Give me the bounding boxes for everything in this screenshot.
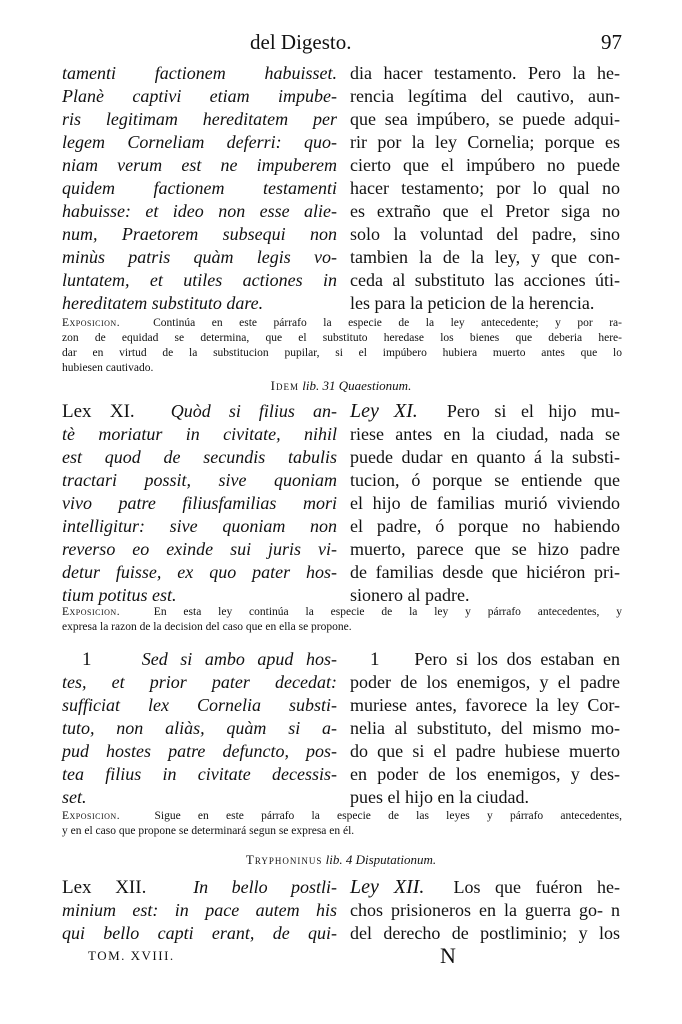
spanish-line: pues el hijo en la ciudad.: [350, 787, 529, 807]
spanish-line: de familias desde que hiciéron pri-: [350, 562, 620, 582]
exposicion-line: expresa la razon de la decision del caso que en ella se propone.: [62, 621, 352, 633]
source-reference: lib. 31 Quaestionum.: [302, 378, 412, 393]
exposicion-line: dar en virtud de la substitucion pupilar, si el impúbero hubiera muerto antes que lo: [62, 347, 622, 359]
spanish-line: les para la peticion de la herencia.: [350, 293, 595, 313]
latin-line: tamenti factionem habuisset.: [62, 63, 337, 83]
spanish-line: rencia legítima del cautivo, aun-: [350, 86, 620, 106]
spanish-line: nelia al substituto, del mismo mo-: [350, 718, 620, 738]
spanish-text: Pero si el hijo mu-: [446, 401, 620, 421]
spanish-line: cierto que el impúbero no puede: [350, 155, 620, 175]
latin-column-2: [62, 400, 337, 607]
latin-line: tractari possit, sive quoniam: [62, 470, 337, 490]
latin-line: quidem factionem testamenti: [62, 178, 337, 198]
exposicion-line: zon de equidad se determina, que el substituto heredase los bienes que deberia here-: [62, 332, 622, 344]
source-citation-2: [0, 852, 682, 868]
exposicion-text: En esta ley continúa la especie de la ley y párrafo antecedentes, y: [153, 606, 622, 618]
exposicion-line: y en el caso que propone se determinará segun se expresa en él.: [62, 825, 355, 837]
source-reference: lib. 4 Disputationum.: [325, 852, 437, 867]
exposicion-line: [62, 316, 622, 331]
latin-line: habuisse: et ideo non esse alie-: [62, 201, 337, 221]
spanish-line: puede dudar en quanto á la substi-: [350, 447, 620, 467]
latin-column-1: [62, 62, 337, 315]
latin-line: reverso eo exinde sui juris vi-: [62, 539, 337, 559]
volume-footer: TOM. XVIII.: [88, 948, 175, 963]
spanish-line: es extraño que el Pretor siga no: [350, 201, 620, 221]
latin-line: minùs patris quàm legis vo-: [62, 247, 337, 267]
latin-column-4: [62, 876, 337, 945]
latin-column-3: [62, 648, 337, 809]
latin-line: sufficiat lex Cornelia substi-: [62, 695, 337, 715]
spanish-line: rir por la ley Cornelia; porque es: [350, 132, 620, 152]
spanish-text: Pero si los dos estaban en: [414, 649, 620, 669]
latin-line: tea filius in civitate decessis-: [62, 764, 337, 784]
signature-mark: N: [440, 943, 456, 968]
latin-line: hereditatem substituto dare.: [62, 293, 264, 313]
latin-line: luntatem, et utiles actiones in: [62, 270, 337, 290]
spanish-text: Los que fuéron he-: [453, 877, 620, 897]
running-title: del Digesto.: [250, 30, 352, 54]
exposicion-note-1: [62, 316, 622, 376]
running-header: [60, 30, 622, 60]
spanish-column-4: [350, 876, 620, 945]
latin-line: set.: [62, 787, 87, 807]
source-citation-1: [0, 378, 682, 394]
latin-line: [62, 400, 337, 423]
exposicion-label: Exposicion.: [62, 810, 121, 822]
paragraph-number-spanish: 1: [370, 649, 380, 670]
latin-line: niam verum est ne impuberem: [62, 155, 337, 175]
latin-line: minium est: in pace autem his: [62, 900, 337, 920]
exposicion-note-3: [62, 809, 622, 839]
spanish-line: ceda al substituto las acciones úti-: [350, 270, 620, 290]
spanish-line: solo la voluntad del padre, sino: [350, 224, 620, 244]
latin-text: Sed si ambo apud hos-: [141, 649, 337, 669]
spanish-line: poder de los enemigos, y el padre: [350, 672, 620, 692]
latin-line: [62, 876, 337, 899]
latin-line: vivo patre filiusfamilias mori: [62, 493, 337, 513]
latin-line: est quod de secundis tabulis: [62, 447, 337, 467]
spanish-column-3: [350, 648, 620, 809]
spanish-line: sionero al padre.: [350, 585, 470, 605]
latin-line: Planè captivi etiam impube-: [62, 86, 337, 106]
spanish-line: muriese antes, favorece la ley Cor-: [350, 695, 620, 715]
latin-text: Quòd si filius an-: [170, 401, 338, 421]
spanish-line: riese antes en la ciudad, nada se: [350, 424, 620, 444]
latin-text: In bello postli-: [193, 877, 338, 897]
spanish-column-1: [350, 62, 620, 315]
law-number-latin: Lex XI.: [62, 401, 135, 422]
exposicion-text: Sigue en este párrafo la especie de las leyes y párrafo antecedentes,: [154, 810, 622, 822]
spanish-column-2: [350, 400, 620, 607]
latin-line: intelligitur: sive quoniam non: [62, 516, 337, 536]
latin-line: ris legitimam hereditatem per: [62, 109, 337, 129]
law-number-spanish: Ley XI.: [350, 400, 418, 422]
exposicion-text: Continúa en este párrafo la especie de la ley antecedente; y por ra-: [153, 317, 622, 329]
exposicion-line: [62, 605, 622, 620]
spanish-line: muerto, parece que se hizo padre: [350, 539, 620, 559]
latin-line: qui bello capti erant, de qui-: [62, 923, 337, 943]
latin-line: legem Corneliam deferri: quo-: [62, 132, 337, 152]
spanish-line: hacer testamento; por lo qual no: [350, 178, 620, 198]
latin-line: tuto, non aliàs, quàm si a-: [62, 718, 337, 738]
paragraph-number-latin: 1: [82, 649, 92, 670]
spanish-line: del derecho de postliminio; y los: [350, 923, 620, 943]
latin-line: num, Praetorem subsequi non: [62, 224, 337, 244]
spanish-line: dia hacer testamento. Pero la he-: [350, 63, 620, 83]
spanish-line: do que si el padre hubiese muerto: [350, 741, 620, 761]
spanish-line: [350, 876, 620, 899]
law-number-latin: Lex XII.: [62, 877, 147, 898]
exposicion-label: Exposicion.: [62, 317, 121, 329]
spanish-line: el padre, ó porque no habiendo: [350, 516, 620, 536]
exposicion-line: [62, 809, 622, 824]
spanish-line: tambien la de la ley, y que con-: [350, 247, 620, 267]
spanish-line: en poder de los enemigos, y des-: [350, 764, 620, 784]
latin-line: [62, 648, 337, 671]
source-author: Tryphoninus: [245, 852, 323, 867]
spanish-line: tucion, ó porque se entiende que: [350, 470, 620, 490]
latin-line: tes, et prior pater decedat:: [62, 672, 337, 692]
latin-line: detur fuisse, ex quo pater hos-: [62, 562, 337, 582]
latin-line: tè moriatur in civitate, nihil: [62, 424, 337, 444]
page-number: 97: [601, 30, 622, 54]
source-author: Idem: [270, 378, 300, 393]
spanish-line: chos prisioneros en la guerra go- n: [350, 900, 620, 920]
spanish-line: que sea impúbero, se puede adqui-: [350, 109, 620, 129]
law-number-spanish: Ley XII.: [350, 876, 425, 898]
spanish-line: el hijo de familias murió viviendo: [350, 493, 620, 513]
spanish-line: [350, 400, 620, 423]
exposicion-note-2: [62, 605, 622, 635]
latin-line: tium potitus est.: [62, 585, 177, 605]
exposicion-line: hubiesen cautivado.: [62, 362, 154, 374]
exposicion-label: Exposicion.: [62, 606, 121, 618]
latin-line: pud hostes patre defuncto, pos-: [62, 741, 337, 761]
spanish-line: [350, 648, 620, 671]
